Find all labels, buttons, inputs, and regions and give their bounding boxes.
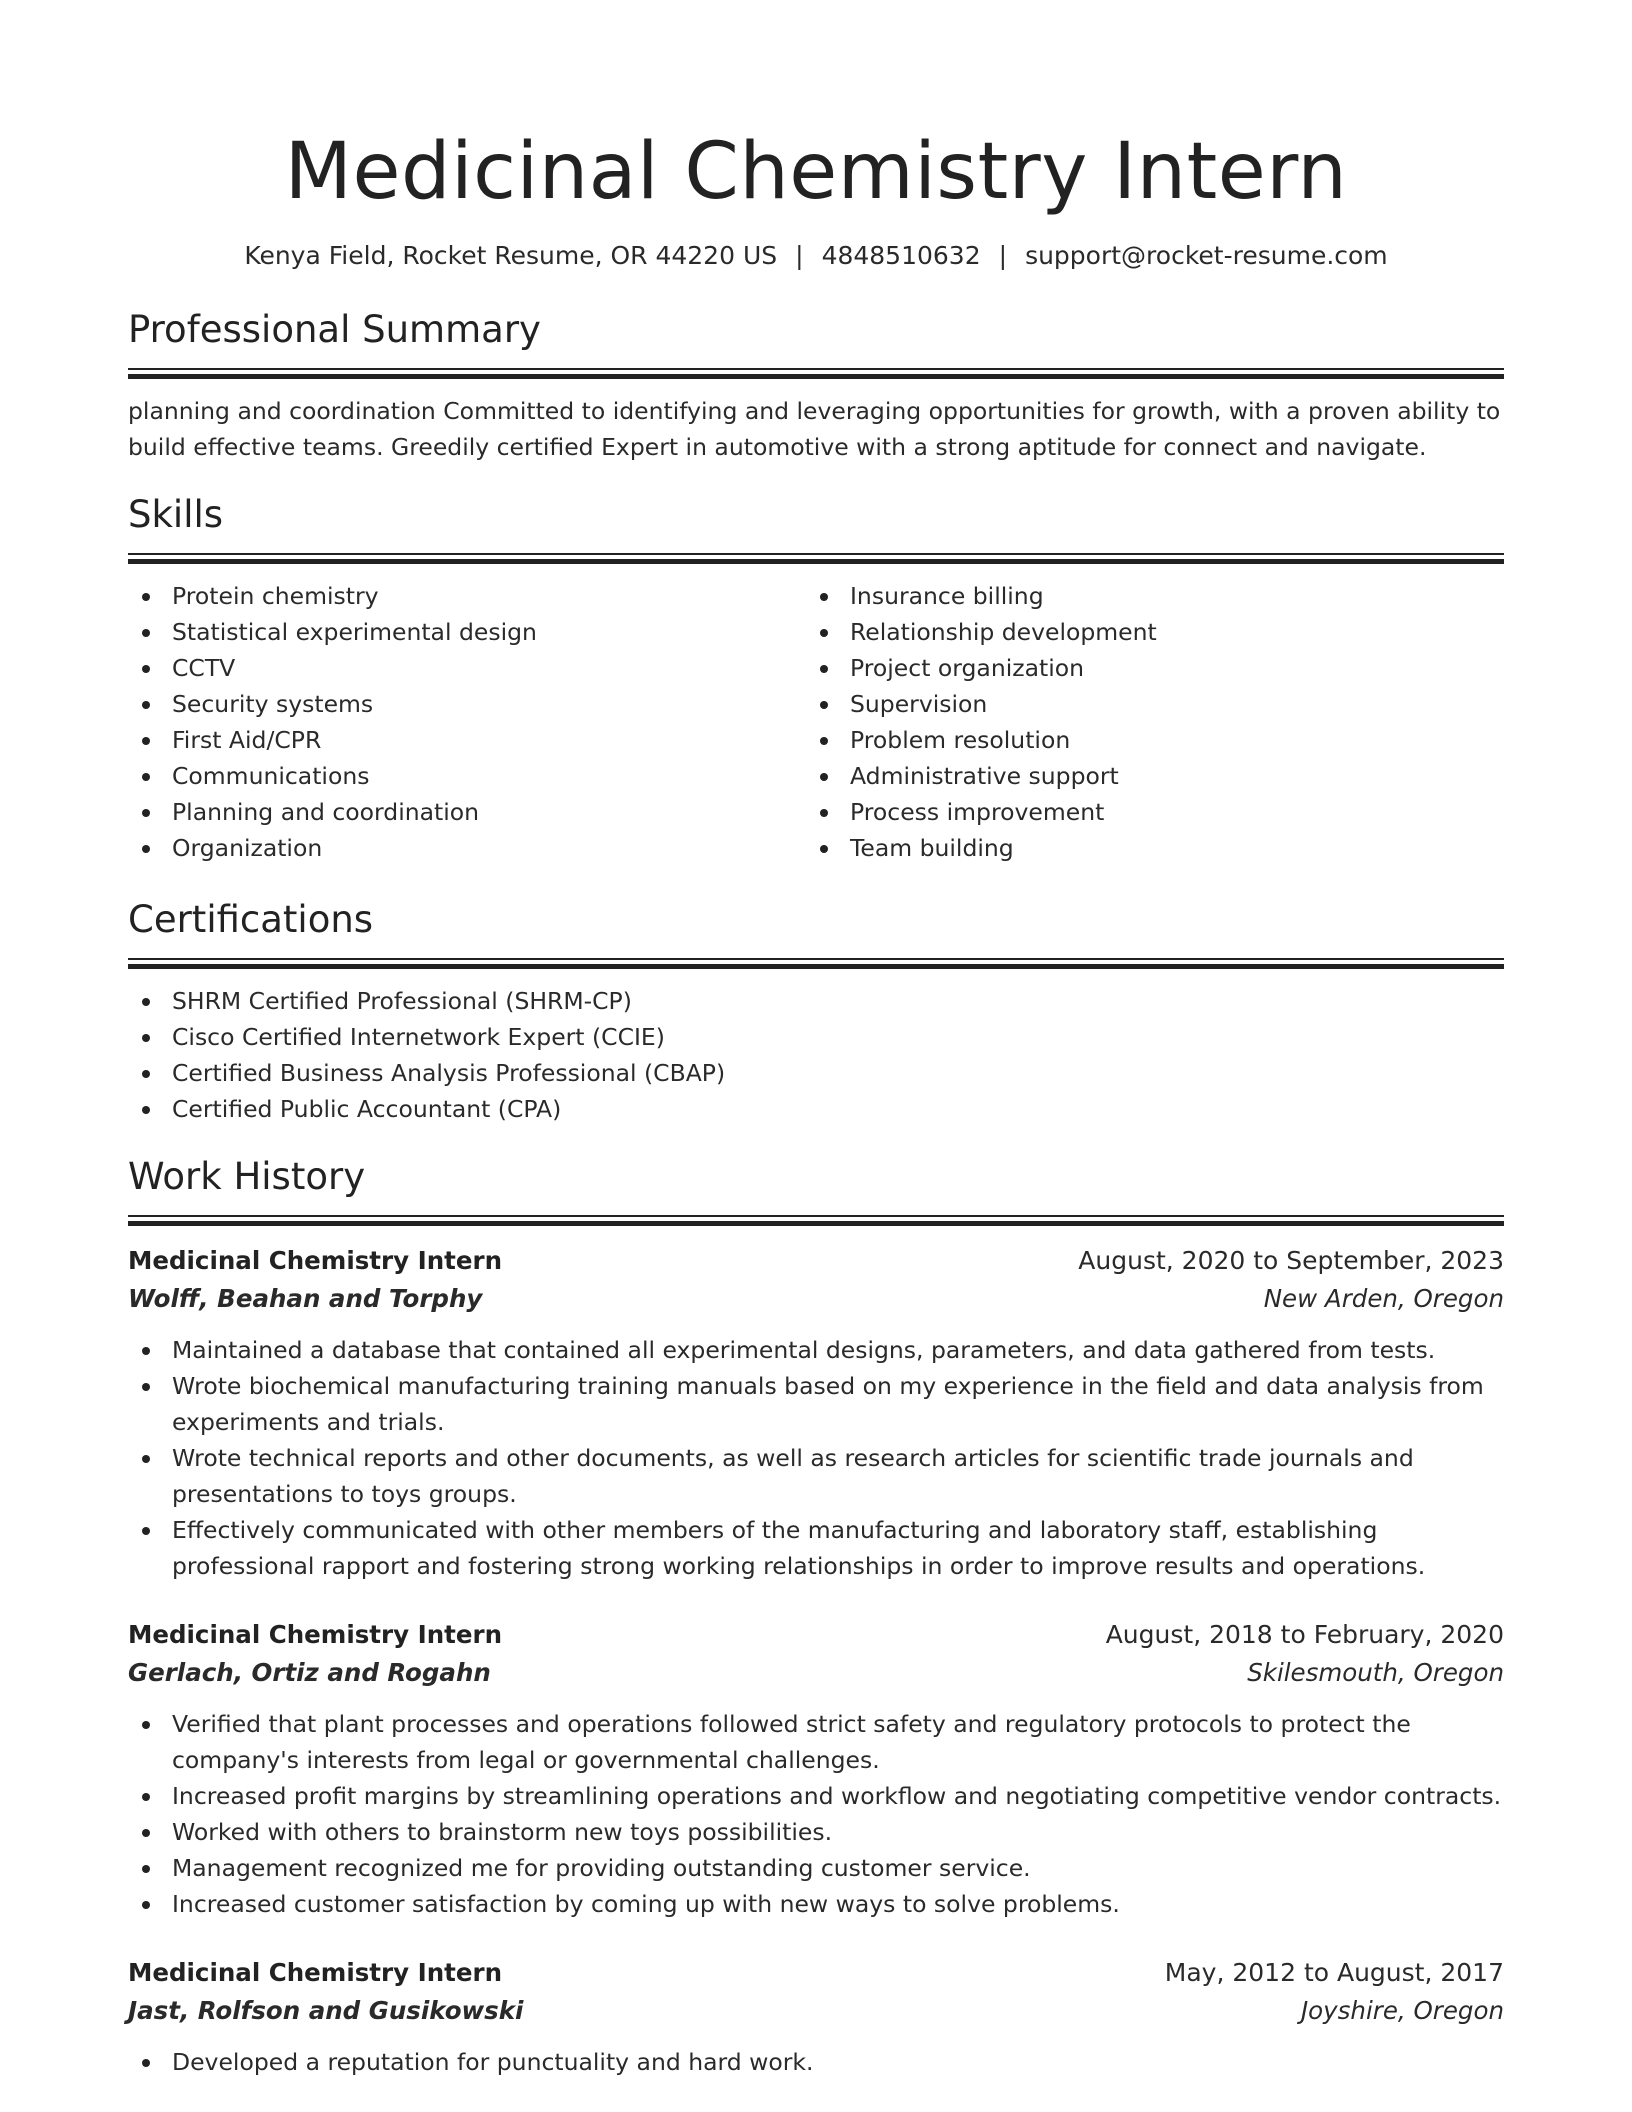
job-company: Jast, Rolfson and Gusikowski <box>128 1996 524 2025</box>
skill-item: Communications <box>128 758 806 794</box>
job-bullet: Maintained a database that contained all experimental designs, parameters, and data gathered from tests. <box>128 1332 1504 1368</box>
job-bullet: Wrote technical reports and other documents, as well as research articles for scientific trade journals and presentations to toys groups. <box>128 1440 1504 1512</box>
certification-item: Certified Business Analysis Professional (CBAP) <box>128 1055 1504 1091</box>
job-location: Skilesmouth, Oregon <box>1247 1658 1504 1687</box>
skill-item: Organization <box>128 830 806 866</box>
job-subheader-row <box>128 1654 1504 1692</box>
certification-item: Cisco Certified Internetwork Expert (CCIE) <box>128 1019 1504 1055</box>
job-entry <box>128 1242 1504 1584</box>
job-dates: August, 2020 to September, 2023 <box>1078 1246 1504 1275</box>
skills-heading: Skills <box>128 493 224 536</box>
job-bullet: Developed a reputation for punctuality and hard work. <box>128 2044 1504 2080</box>
certification-item: SHRM Certified Professional (SHRM-CP) <box>128 983 1504 1019</box>
skills-list-right <box>806 578 1484 866</box>
skill-item: Planning and coordination <box>128 794 806 830</box>
job-bullets <box>128 2044 1504 2080</box>
skill-item: Statistical experimental design <box>128 614 806 650</box>
section-divider <box>128 368 1504 379</box>
job-title: Medicinal Chemistry Intern <box>128 1958 503 1987</box>
job-company: Wolff, Beahan and Torphy <box>128 1284 483 1313</box>
section-divider <box>128 1215 1504 1226</box>
skill-item: Relationship development <box>806 614 1484 650</box>
contact-separator: | <box>998 241 1008 270</box>
summary-heading: Professional Summary <box>128 308 541 351</box>
job-bullet: Increased customer satisfaction by coming up with new ways to solve problems. <box>128 1886 1504 1922</box>
section-divider <box>128 553 1504 564</box>
skill-item: Protein chemistry <box>128 578 806 614</box>
summary-text: planning and coordination Committed to identifying and leveraging opportunities for growth, with a proven ability to build effective teams. Greedily certified Expert in automotive with a strong aptitude for connect and navigate. <box>128 397 1501 461</box>
resume-title: Medicinal Chemistry Intern <box>284 127 1348 217</box>
section-divider <box>128 958 1504 969</box>
contact-email: support@rocket-resume.com <box>1025 241 1388 270</box>
job-bullets <box>128 1332 1504 1584</box>
skills-grid <box>128 578 1504 866</box>
job-header-row <box>128 1616 1504 1654</box>
contact-address: Kenya Field, Rocket Resume, OR 44220 US <box>244 241 778 270</box>
job-bullet: Wrote biochemical manufacturing training manuals based on my experience in the field and data analysis from experiments and trials. <box>128 1368 1504 1440</box>
job-entry <box>128 1616 1504 1922</box>
job-bullet: Management recognized me for providing outstanding customer service. <box>128 1850 1504 1886</box>
skill-item: Insurance billing <box>806 578 1484 614</box>
job-title: Medicinal Chemistry Intern <box>128 1620 503 1649</box>
skill-item: Security systems <box>128 686 806 722</box>
skill-item: Project organization <box>806 650 1484 686</box>
contact-line <box>128 240 1504 272</box>
job-bullet: Worked with others to brainstorm new toys possibilities. <box>128 1814 1504 1850</box>
skill-item: CCTV <box>128 650 806 686</box>
job-company: Gerlach, Ortiz and Rogahn <box>128 1658 491 1687</box>
job-subheader-row <box>128 1280 1504 1318</box>
job-location: New Arden, Oregon <box>1263 1284 1504 1313</box>
job-subheader-row <box>128 1992 1504 2030</box>
certifications-list <box>128 983 1504 1127</box>
skill-item: Supervision <box>806 686 1484 722</box>
job-dates: May, 2012 to August, 2017 <box>1164 1958 1504 1987</box>
skill-item: Administrative support <box>806 758 1484 794</box>
job-header-row <box>128 1242 1504 1280</box>
job-title: Medicinal Chemistry Intern <box>128 1246 503 1275</box>
summary-section <box>128 306 1504 465</box>
contact-phone: 4848510632 <box>821 241 981 270</box>
job-bullet: Increased profit margins by streamlining operations and workflow and negotiating competitive vendor contracts. <box>128 1778 1504 1814</box>
skill-item: Process improvement <box>806 794 1484 830</box>
certifications-heading: Certifications <box>128 898 374 941</box>
job-bullet: Verified that plant processes and operations followed strict safety and regulatory protocols to protect the company's interests from legal or governmental challenges. <box>128 1706 1504 1778</box>
skill-item: First Aid/CPR <box>128 722 806 758</box>
work-history-section <box>128 1153 1504 2080</box>
job-bullets <box>128 1706 1504 1922</box>
skill-item: Team building <box>806 830 1484 866</box>
job-bullet: Effectively communicated with other members of the manufacturing and laboratory staff, establishing professional rapport and fostering strong working relationships in order to improve results and operations. <box>128 1512 1504 1584</box>
certification-item: Certified Public Accountant (CPA) <box>128 1091 1504 1127</box>
work-history-heading: Work History <box>128 1155 366 1198</box>
resume-page <box>128 0 1504 2080</box>
certifications-section <box>128 896 1504 1127</box>
job-header-row <box>128 1954 1504 1992</box>
job-location: Joyshire, Oregon <box>1300 1996 1504 2025</box>
skill-item: Problem resolution <box>806 722 1484 758</box>
skills-list-left <box>128 578 806 866</box>
job-entry <box>128 1954 1504 2080</box>
skills-section <box>128 491 1504 866</box>
job-dates: August, 2018 to February, 2020 <box>1105 1620 1504 1649</box>
contact-separator: | <box>795 241 804 270</box>
